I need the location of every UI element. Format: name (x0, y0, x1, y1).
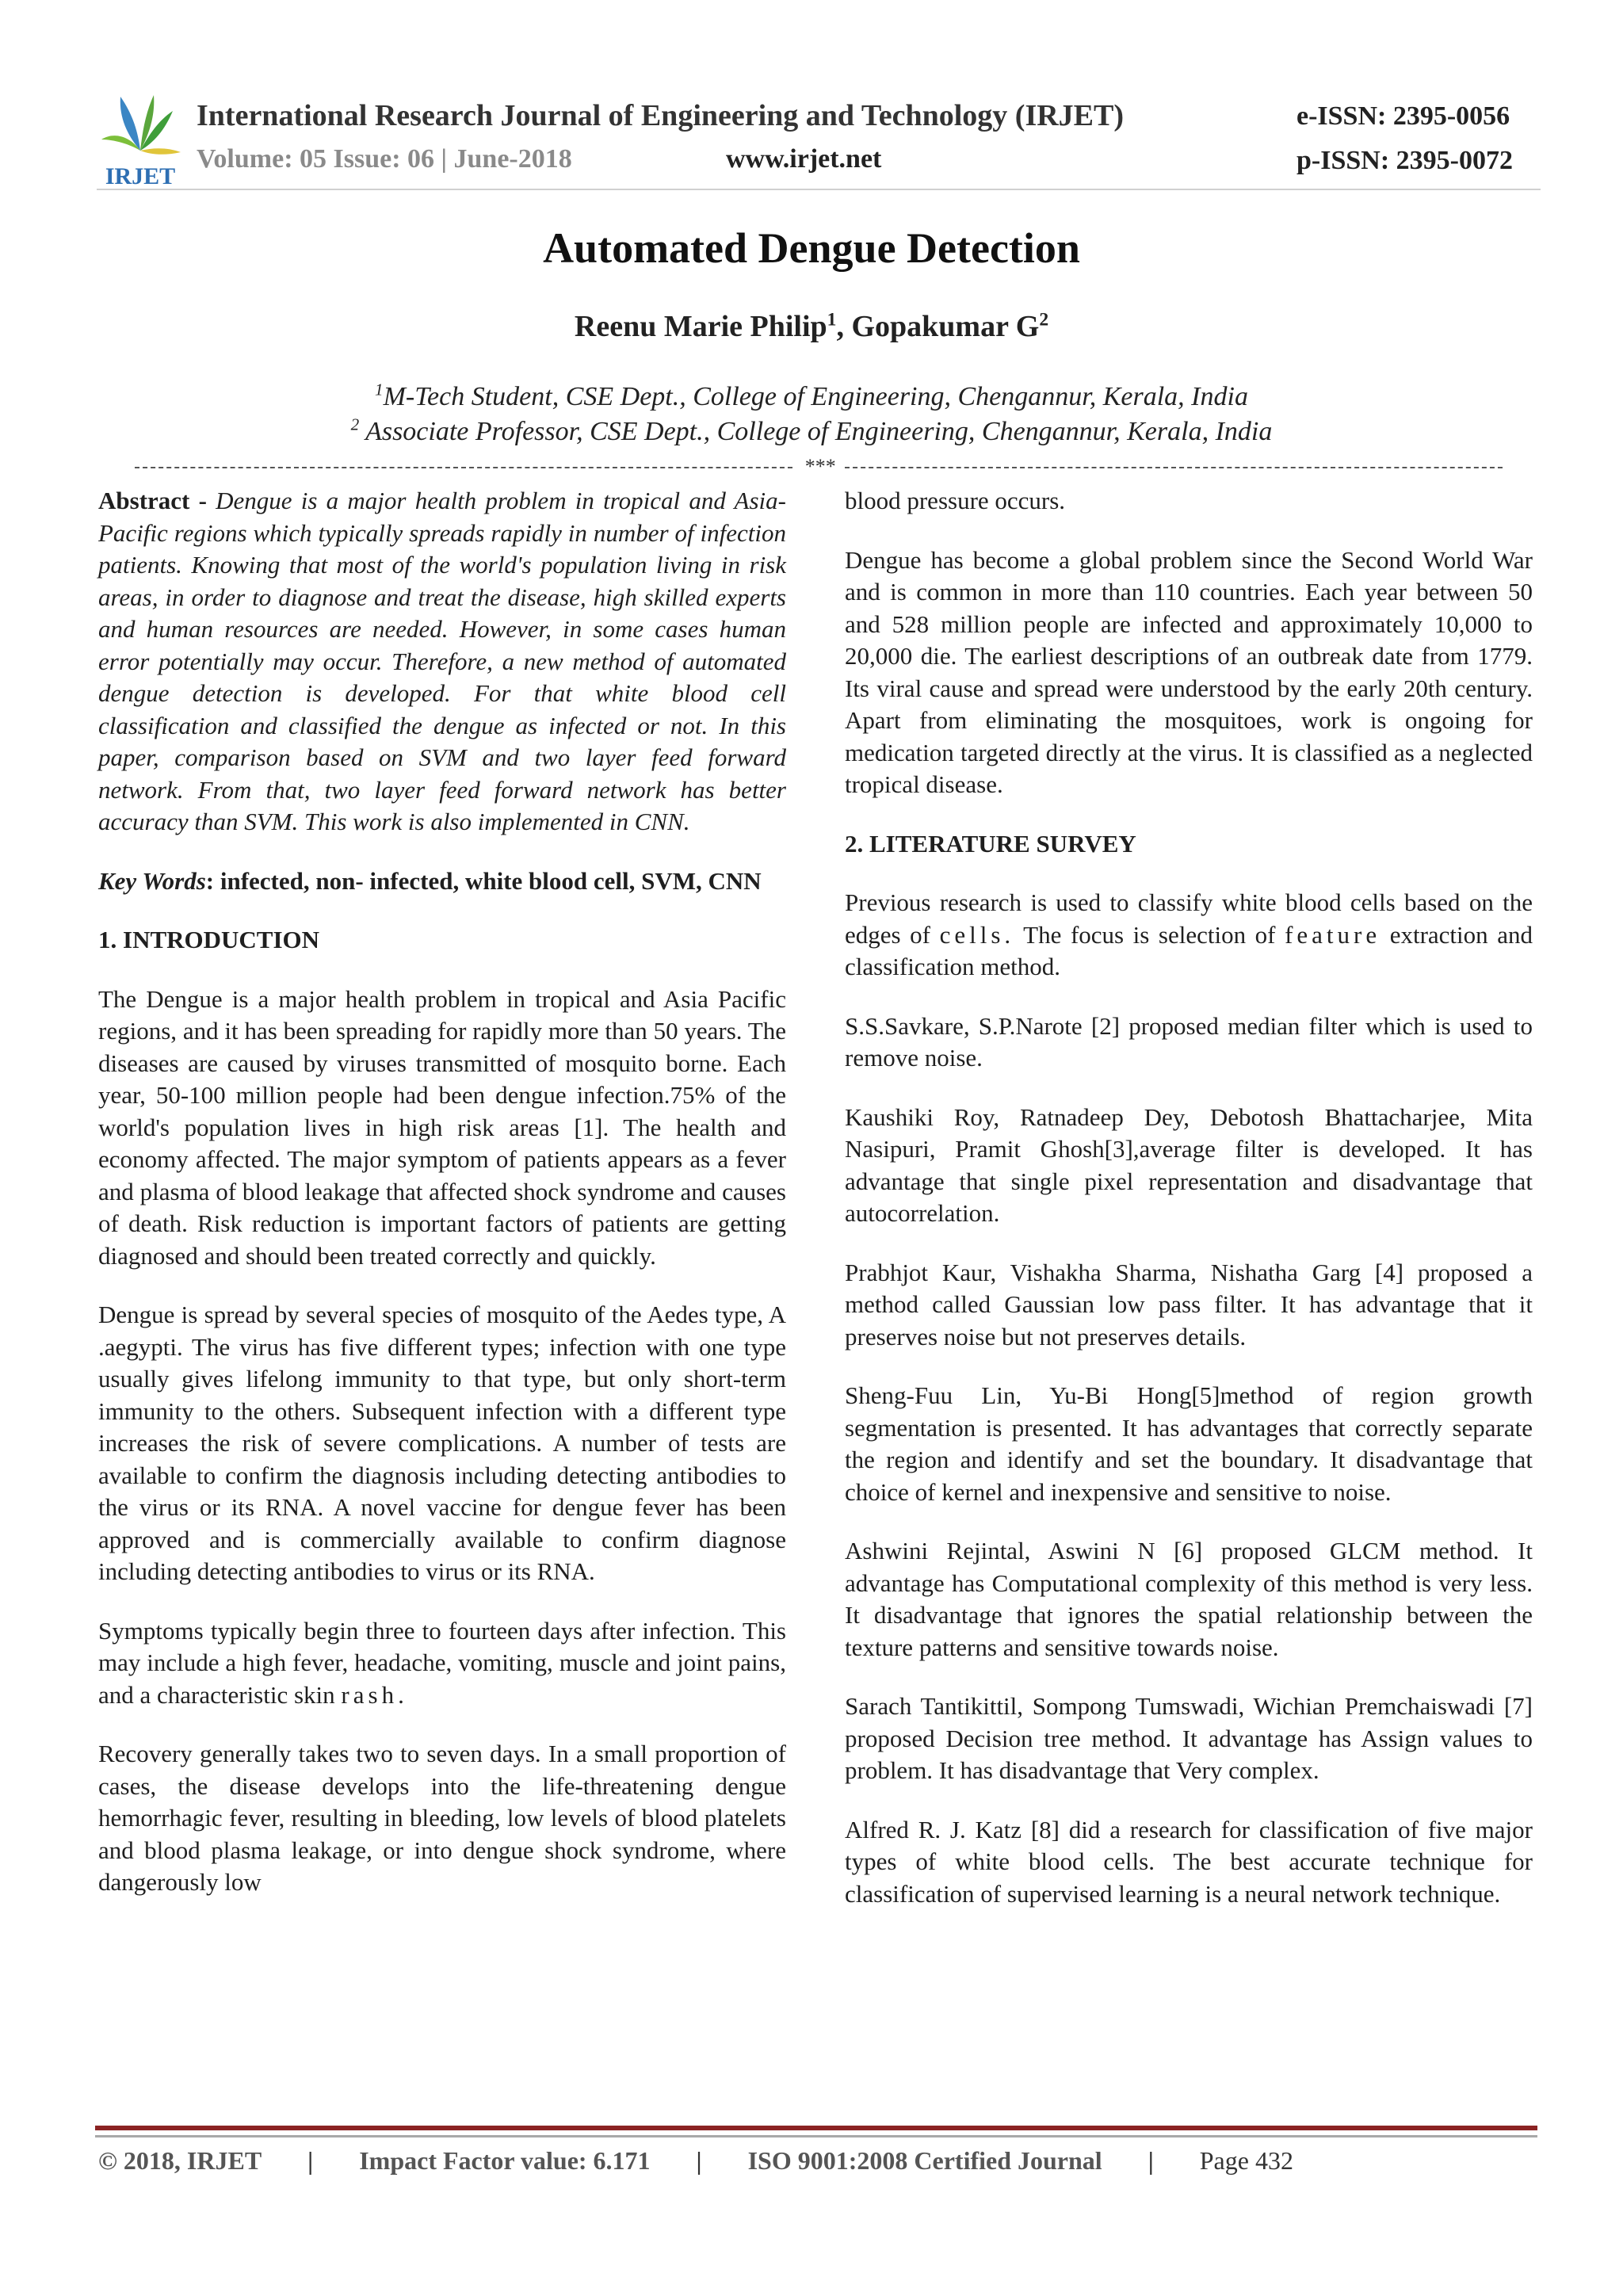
logo-text: IRJET (105, 163, 176, 189)
heading-literature-survey: 2. LITERATURE SURVEY (845, 829, 1136, 858)
footer-copyright: © 2018, IRJET (98, 2146, 262, 2175)
footer-impact-factor: Impact Factor value: 6.171 (359, 2146, 651, 2175)
p-issn: p-ISSN: 2395-0072 (1296, 146, 1513, 175)
author-1: Reenu Marie Philip (574, 310, 827, 343)
lit-p1-a: Previous research is used to classify white blood cells based on the edges of (845, 888, 1533, 949)
lit-p1-cells: cells. (939, 920, 1015, 949)
section-separator (135, 455, 1503, 479)
intro-paragraph-3 (98, 1615, 786, 1712)
lit-paragraph-8: Alfred R. J. Katz [8] did a research for classification of five major types of white blood cells. The best accurate technique for classification of supervised learning is a neural network technique. (845, 1815, 1533, 1908)
author-1-sup: 1 (827, 309, 837, 330)
heading-introduction: 1. INTRODUCTION (98, 926, 320, 953)
affiliation-2 (0, 417, 1623, 447)
lit-paragraph-2: S.S.Savkare, S.P.Narote [2] proposed median filter which is used to remove noise. (845, 1011, 1533, 1072)
right-column (845, 485, 1533, 1937)
e-issn: e-ISSN: 2395-0056 (1296, 101, 1510, 131)
abstract-text: Dengue is a major health problem in tropical and Asia-Pacific regions which typically spreads rapidly in number of infection patients. Knowing that most of the world's population living in risk areas, in order to diagnose and treat the disease, high skilled experts and human resources are needed. However, in some cases human error potentially may occur. Therefore, a new method of automated dengue detection is developed. For that white blood cell classification and classified the dengue as infected or not. In this paper, comparison based on SVM and two layer feed forward network. From that, two layer feed forward network has better accuracy than SVM. This work is also implemented in CNN. (98, 487, 786, 835)
footer-rule-red (95, 2126, 1537, 2130)
lit-paragraph-1 (845, 887, 1533, 984)
footer (98, 2146, 1445, 2176)
keywords-label: Key Words (98, 866, 206, 895)
keywords-text: : infected, non- infected, white blood cell, SVM, CNN (205, 866, 762, 895)
lit-paragraph-6: Ashwini Rejintal, Aswini N [6] proposed GLCM method. It advantage has Computational complexity of this method is very less. It disadvantage that ignores the spatial relationship between the texture patterns and sensitive towards noise. (845, 1537, 1533, 1661)
affiliation-1-sup: 1 (375, 380, 384, 399)
irjet-logo (97, 89, 184, 192)
lit-p1-feature: feature (1285, 920, 1381, 949)
author-2-sup: 2 (1039, 309, 1049, 330)
lit-paragraph-7: Sarach Tantikittil, Sompong Tumswadi, Wichian Premchaiswadi [7] proposed Decision tree method. It advantage has Assign values to problem. It has disadvantage that Very complex. (845, 1692, 1533, 1784)
affiliation-1 (0, 382, 1623, 412)
lit-p1-c: extraction and classification method. (845, 920, 1533, 980)
author-separator: , (836, 310, 852, 343)
footer-page-number: Page 432 (1199, 2146, 1293, 2175)
paper-title: Automated Dengue Detection (543, 224, 1080, 272)
journal-website: www.irjet.net (726, 144, 882, 174)
separator-line-left (135, 467, 792, 468)
logo-leaves-icon (101, 95, 181, 155)
footer-iso: ISO 9001:2008 Certified Journal (747, 2146, 1102, 2175)
footer-rule-gray (95, 2135, 1537, 2137)
journal-title: International Research Journal of Engineering and Technology (IRJET) (197, 99, 1125, 132)
lit-paragraph-5: Sheng-Fuu Lin, Yu-Bi Hong[5]method of region growth segmentation is presented. It has advantages that correctly separate the region and identify and set the boundary. It disadvantage that choice of kernel and inexpensive and sensitive to noise. (845, 1381, 1533, 1506)
header-divider (97, 189, 1541, 190)
global-problem-paragraph: Dengue has become a global problem since the Second World War and is common in more than 110 countries. Each year between 50 and 528 million people are infected and approximately 10,000 to 20,000 die. The earliest descriptions of an outbreak date from 1779. Its viral cause and spread were understood by the early 20th century. Apart from eliminating the mosquitoes, work is ongoing for medication targeted directly at the virus. It is classified as a neglected tropical disease. (845, 545, 1533, 798)
footer-separator-3: | (1148, 2146, 1154, 2175)
intro-paragraph-1: The Dengue is a major health problem in tropical and Asia Pacific regions, and it has been spreading for rapidly more than 50 years. The diseases are caused by viruses transmitted of mosquito borne. Each year, 50-100 million people had been dengue infection.75% of the world's population lives in high risk areas [1]. The health and economy affected. The major symptom of patients appears as a fever and plasma of blood leakage that affected shock syndrome and causes of death. Risk reduction is important factors of patients are getting diagnosed and should been treated correctly and quickly. (98, 984, 786, 1270)
continued-text: blood pressure occurs. (845, 487, 1066, 514)
footer-separator-1: | (307, 2146, 314, 2175)
affiliation-1-text: M-Tech Student, CSE Dept., College of Engineering, Chengannur, Kerala, India (383, 382, 1248, 411)
lit-paragraph-3: Kaushiki Roy, Ratnadeep Dey, Debotosh Bhattacharjee, Mita Nasipuri, Pramit Ghosh[3],average filter is developed. It has advantage that single pixel representation and disadvantage that autocorrelation. (845, 1102, 1533, 1227)
lit-p1-b: The focus is selection of (1014, 920, 1285, 949)
abstract-label: Abstract - (98, 487, 216, 514)
intro-paragraph-4: Recovery generally takes two to seven days. In a small proportion of cases, the disease develops into the life-threatening dengue hemorrhagic fever, resulting in bleeding, low levels of blood platelets and blood plasma leakage, or into dengue shock syndrome, where dangerously low (98, 1740, 786, 1896)
footer-separator-2: | (696, 2146, 702, 2175)
left-column (98, 485, 786, 1926)
separator-line-right (845, 467, 1503, 468)
author-2: Gopakumar G (851, 310, 1040, 343)
affiliation-2-sup: 2 (350, 415, 360, 434)
volume-issue: Volume: 05 Issue: 06 | June-2018 (197, 144, 572, 174)
lit-paragraph-4: Prabhjot Kaur, Vishakha Sharma, Nishatha Garg [4] proposed a method called Gaussian low pass filter. It has advantage that it preserves noise but not preserves details. (845, 1258, 1533, 1350)
keywords (98, 865, 786, 898)
separator-stars: *** (804, 455, 835, 478)
author-line (0, 309, 1623, 344)
intro-paragraph-3-main: Symptoms typically begin three to fourteen days after infection. This may include a high fever, headache, vomiting, muscle and joint pains, and a characteristic skin (98, 1616, 786, 1709)
intro-paragraph-3-rash: rash. (341, 1680, 408, 1709)
abstract (98, 485, 786, 839)
intro-paragraph-2: Dengue is spread by several species of mosquito of the Aedes type, A .aegypti. The virus has five different types; infection with one type usually gives lifelong immunity to that type, but only short-term immunity to the others. Subsequent infection with a different type increases the risk of severe complications. A number of tests are available to confirm the diagnosis including detecting antibodies to the virus or its RNA. A novel vaccine for dengue fever has been approved and is commercially available to confirm diagnose including detecting antibodies to virus or its RNA. (98, 1301, 786, 1585)
affiliation-2-text: Associate Professor, CSE Dept., College of Engineering, Chengannur, Kerala, India (359, 417, 1273, 446)
